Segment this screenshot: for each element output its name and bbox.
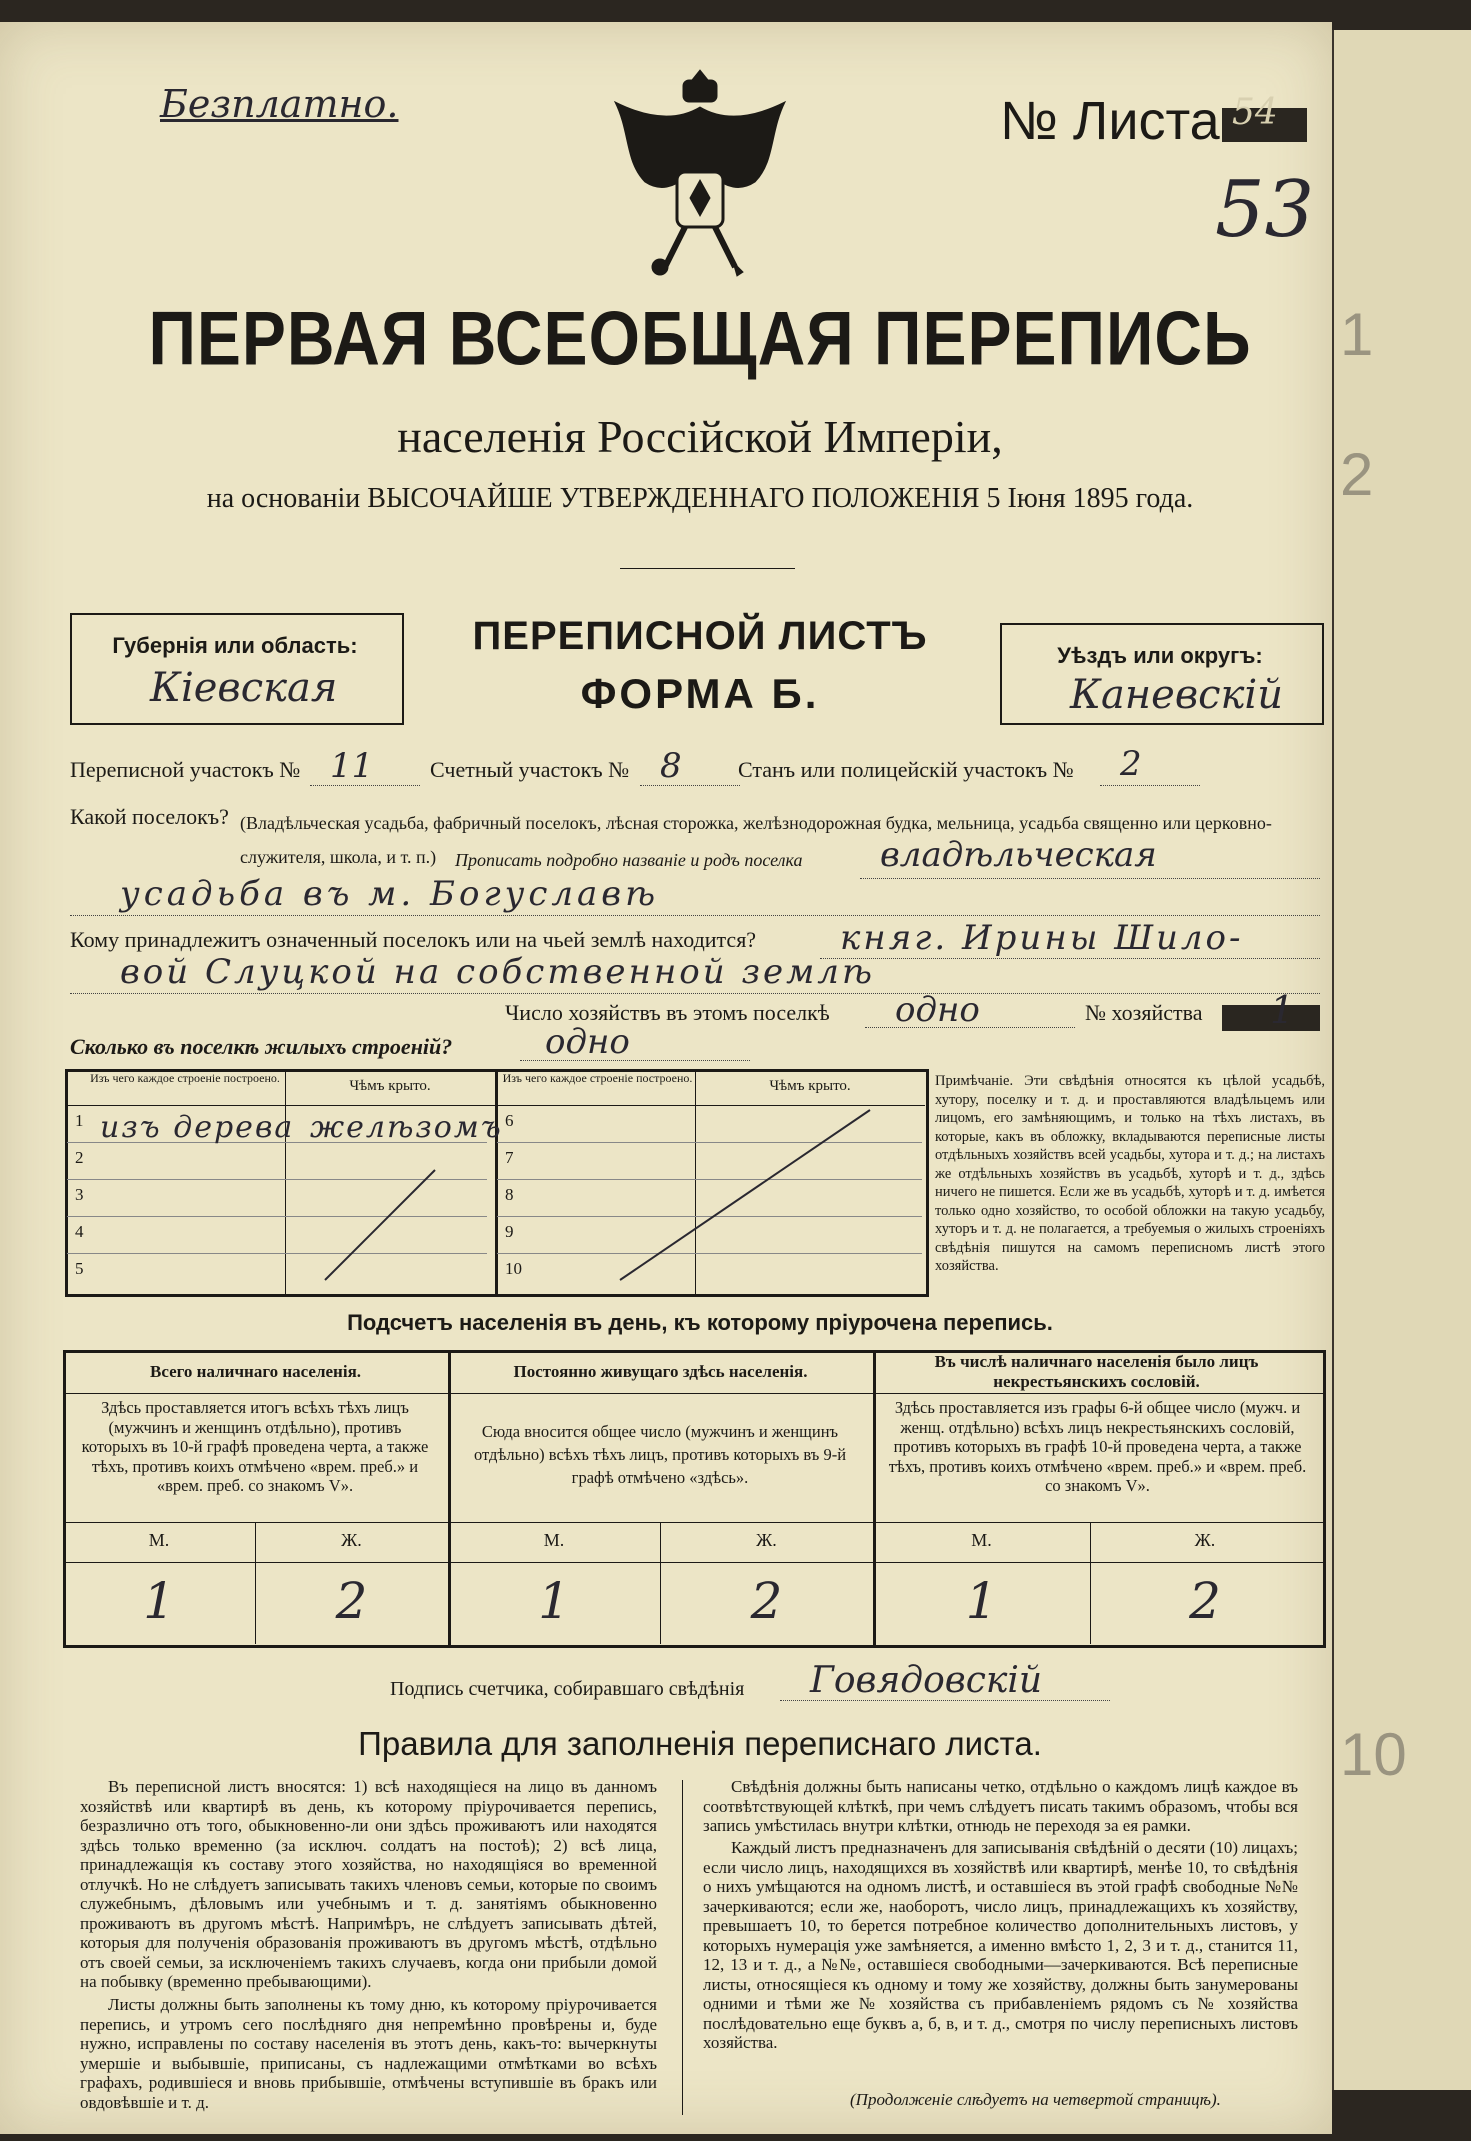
household-no-label: № хозяйства bbox=[1085, 1000, 1203, 1025]
count-col2-head: Постоянно живущаго здѣсь населенія. bbox=[513, 1362, 808, 1381]
rules-title: Правила для заполненія переписнаго листа. bbox=[358, 1725, 1042, 1762]
row-strike-line bbox=[600, 1100, 900, 1290]
poselok-label: Какой поселокъ? bbox=[70, 804, 229, 829]
household-no-value[interactable]: 1 bbox=[1270, 988, 1295, 1032]
count-m-label: М. bbox=[543, 1530, 565, 1550]
owner-label: Кому принадлежитъ означенный поселокъ или на чьей землѣ находится? bbox=[70, 927, 757, 952]
sheet-number-old: 54 bbox=[1232, 92, 1278, 133]
header-divider bbox=[620, 568, 795, 569]
rules-left-para-2: Листы должны быть заполнены къ тому дню, къ которому пріурочивается перепись, и утромъ сего послѣдняго дня непремѣнно провѣрены и, буде нужно, исправлены по составу населенія въ этотъ день, какъ-то: вычеркнуты умершіе и выбывшіе, приписаны, съ надлежащими отмѣтками во всѣхъ графахъ, родившіеся и вновь прибывшіе, отмѣчены вступившіе въ бракъ или овдовѣвшіе и т. д. bbox=[80, 1995, 657, 2112]
dwellings-label: Сколько въ поселкѣ жилыхъ строеній? bbox=[70, 1034, 453, 1059]
count-title: Подсчетъ населенія въ день, къ которому пріурочена перепись. bbox=[347, 1310, 1053, 1335]
owner-line-1 bbox=[820, 958, 1320, 959]
count-col1-head: Всего наличнаго населенія. bbox=[149, 1362, 362, 1381]
households-value[interactable]: одно bbox=[895, 990, 980, 1030]
owner-line-2 bbox=[70, 993, 1320, 994]
rules-right-para-1: Свѣдѣнія должны быть написаны четко, отдѣльно о каждомъ лицѣ каждое въ соотвѣтствующей клѣткѣ, при чемъ слѣдуетъ писать такимъ образомъ, чтобы вся запись умѣстилась внутри клѣтки, отнюдь не переходя за ея рамки. bbox=[703, 1777, 1298, 1835]
row1-material[interactable]: изъ дерева bbox=[100, 1110, 295, 1145]
count-head-line bbox=[63, 1393, 1323, 1394]
uezd-label: Уѣздъ или округъ: bbox=[1057, 643, 1263, 668]
poselok-line-1 bbox=[860, 878, 1320, 879]
count-m-label: М. bbox=[148, 1530, 170, 1550]
building-row-number: 1 bbox=[75, 1111, 84, 1130]
building-row-number: 5 bbox=[75, 1259, 84, 1278]
uezd-value[interactable]: Каневскій bbox=[1070, 672, 1283, 718]
gubernia-label: Губернія или область: bbox=[112, 633, 358, 658]
edge-number: 10 bbox=[1340, 1721, 1407, 1788]
sheet-number-label: № Листа bbox=[1000, 91, 1220, 151]
buildings-col-material: Изъ чего каждое строеніе построено. bbox=[90, 1071, 280, 1085]
count-value-resident-m[interactable]: 1 bbox=[538, 1572, 570, 1630]
sheet-title: ПЕРЕПИСНОЙ ЛИСТЪ bbox=[472, 614, 928, 658]
owner-value-1[interactable]: княг. Ирины Шило- bbox=[840, 918, 1244, 958]
count-f-label: Ж. bbox=[1194, 1530, 1216, 1550]
count-value-resident-f[interactable]: 2 bbox=[750, 1572, 783, 1630]
households-label: Число хозяйствъ въ этомъ поселкѣ bbox=[505, 1000, 830, 1025]
building-row-number: 8 bbox=[505, 1185, 514, 1204]
count-value-nonpeasant-f[interactable]: 2 bbox=[1189, 1572, 1221, 1630]
edge-number: 1 bbox=[1340, 301, 1374, 368]
schetny-value[interactable]: 8 bbox=[660, 746, 682, 786]
building-row-number: 10 bbox=[505, 1259, 522, 1278]
gubernia-value[interactable]: Кіевская bbox=[150, 665, 338, 711]
imperial-eagle-emblem-icon bbox=[605, 62, 795, 282]
count-f-label: Ж. bbox=[341, 1530, 362, 1550]
building-row-number: 9 bbox=[505, 1222, 514, 1241]
count-col3-text: Здѣсь проставляется изъ графы 6-й общее число (мужч. и женщ. отдѣльно) всѣхъ лицъ некрестьянскихъ сословій, противъ которыхъ въ графѣ 10-й проведена черта, а также тѣхъ, противъ коихъ отмѣчено «врем. преб.» и «врем. преб. со знакомъ V». bbox=[888, 1398, 1307, 1495]
poselok-hint: (Владѣльческая усадьба, фабричный поселокъ, лѣсная сторожка, желѣзнодорожная будка, мельница, усадьба священно или церковно-служителя, школа, и т. п.) bbox=[240, 813, 1272, 867]
row-strike-line bbox=[285, 1160, 495, 1290]
count-mf-line bbox=[63, 1522, 1323, 1523]
poselok-value-1[interactable]: владѣльческая bbox=[880, 835, 1157, 875]
uchastok-value[interactable]: 11 bbox=[330, 746, 374, 786]
rules-continued: (Продолженіе слѣдуетъ на четвертой страницѣ). bbox=[850, 2090, 1221, 2109]
census-basis: на основаніи ВЫСОЧАЙШЕ УТВЕРЖДЕННАГО ПОЛОЖЕНІЯ 5 Іюня 1895 года. bbox=[206, 483, 1194, 514]
rules-right-para-2: Каждый листъ предназначенъ для записыванія свѣдѣній о десяти (10) лицахъ; если число лицъ, находящихся въ хозяйствѣ или квартирѣ, менѣе 10, то свѣдѣнія о нихъ умѣщаются на одномъ листѣ, и оставшіеся въ этой графѣ свободные №№ зачеркиваются; если же, наоборотъ, число лицъ, принадлежащихъ къ хозяйству, превышаетъ 10, то берется потребное количество дополнительныхъ листовъ, у которыхъ нумерація уже замѣняется, а именно вмѣсто 1, 2, 3 и т. д., станится 11, 12, 13 и т. д., а №№, оставшіеся свободными—зачеркиваются. Всѣ переписные листы, относящіеся къ одному и тому же хозяйству, должны быть занумерованы одними и тѣми же № хозяйства съ прибавленіемъ рядомъ съ № хозяйства послѣдовательно еще буквъ а, б, в, и т. д., смотря по числу переписныхъ листовъ хозяйства. bbox=[703, 1838, 1298, 2052]
count-f-label: Ж. bbox=[756, 1530, 777, 1550]
edge-number: 2 bbox=[1340, 441, 1374, 508]
count-value-total-f[interactable]: 2 bbox=[335, 1572, 368, 1630]
buildings-col-material: Изъ чего каждое строеніе построено. bbox=[502, 1071, 693, 1085]
building-row-number: 4 bbox=[75, 1222, 84, 1241]
poselok-hint2: Прописать подробно названіе и родъ поселка bbox=[455, 850, 803, 870]
census-subtitle: населенія Россійской Имперіи, bbox=[397, 411, 1003, 462]
building-row-number: 7 bbox=[505, 1148, 514, 1167]
count-col1-text: Здѣсь проставляется итогъ всѣхъ тѣхъ лицъ (мужчинъ и женщинъ отдѣльно), противъ которыхъ въ 10-й графѣ проведена черта, а также тѣхъ, противъ коихъ отмѣчено «врем. преб.» и «врем. преб. со знакомъ V». bbox=[81, 1398, 429, 1495]
poselok-line-2 bbox=[70, 915, 1320, 916]
row1-roof[interactable]: желѣзомъ bbox=[310, 1110, 503, 1145]
building-row-number: 2 bbox=[75, 1148, 84, 1167]
count-m-label: М. bbox=[971, 1530, 992, 1550]
form-title: ФОРМА Б. bbox=[580, 670, 820, 717]
count-value-total-m[interactable]: 1 bbox=[143, 1572, 175, 1630]
rules-left-para-1: Въ переписной листъ вносятся: 1) всѣ находящіеся на лицо въ данномъ хозяйствѣ или квартирѣ въ день, къ которому пріурочивается перепись, безразлично отъ того, обыкновенно-ли они здѣсь проживаютъ или находятся здѣсь только временно (за исключ. солдатъ на постоѣ); 2) всѣ лица, принадлежащія къ составу этого хозяйства, но находящіяся во временной отлучкѣ. Но не слѣдуетъ записывать такихъ членовъ семьи, которые по своимъ служебнымъ, дѣловымъ или учебнымъ и т. д. занятіямъ обыкновенно проживаютъ въ другомъ мѣстѣ. Напримѣръ, не слѣдуетъ записывать дѣтей, которыя для полученія образованія проживаютъ въ другомъ мѣстѣ, отдѣльно отъ своей семьи, за исключеніемъ такихъ случаевъ, когда они прибыли домой на побывку (временно пребывающими). bbox=[80, 1777, 657, 1991]
schetny-label: Счетный участокъ № bbox=[430, 757, 630, 782]
count-col2-text: Сюда вносится общее число (мужчинъ и женщинъ отдѣльно) всѣхъ тѣхъ лицъ, противъ которыхъ въ 9-й графѣ отмѣчено «здѣсь». bbox=[473, 1422, 847, 1487]
signature-label: Подпись счетчика, собиравшаго свѣдѣнія bbox=[390, 1678, 745, 1700]
buildings-note: Примѣчаніе. Эти свѣдѣнія относятся къ цѣлой усадьбѣ, хутору, поселку и т. д. и проставляются владѣльцемъ или лицомъ, его замѣняющимъ, и только на тѣхъ листахъ, въ которые, какъ въ обложку, вкладываются переписные листы отдѣльныхъ хозяйствъ всей усадьбы, хутора и т. д.; на листахъ же отдѣльныхъ хозяйствъ въ усадьбѣ, хуторѣ и т. д., здѣсь ничего не пишется. Если же въ усадьбѣ, хуторѣ и т. д. имѣется только одно хозяйство, то особой обложки на такую усадьбу, хуторъ и т. д. не полагается, а требуемыя о жилыхъ строеніяхъ свѣдѣнія пишутся на самомъ переписномъ листѣ этого хозяйства. bbox=[935, 1073, 1325, 1274]
uchastok-label: Переписной участокъ № bbox=[70, 757, 301, 782]
sheet-number-new: 53 bbox=[1215, 165, 1315, 255]
buildings-col-roof: Чѣмъ крыто. bbox=[349, 1078, 431, 1094]
buildings-mid-divider bbox=[495, 1069, 498, 1294]
building-row-number: 3 bbox=[75, 1185, 84, 1204]
schetny-line bbox=[640, 785, 740, 786]
owner-value-2[interactable]: вой Слуцкой на собственной землѣ bbox=[120, 952, 875, 992]
count-values-line bbox=[63, 1562, 1323, 1563]
building-row-number: 6 bbox=[505, 1111, 514, 1130]
signature-value[interactable]: Говядовскій bbox=[810, 1660, 1043, 1701]
poselok-value-2[interactable]: усадьба въ м. Богуславѣ bbox=[120, 874, 660, 914]
free-label: Безплатно. bbox=[160, 82, 399, 126]
stan-line bbox=[1100, 785, 1200, 786]
census-title: ПЕРВАЯ ВСЕОБЩАЯ ПЕРЕПИСЬ bbox=[148, 295, 1252, 381]
count-value-nonpeasant-m[interactable]: 1 bbox=[965, 1572, 998, 1630]
dwellings-value[interactable]: одно bbox=[545, 1022, 630, 1062]
stan-value[interactable]: 2 bbox=[1120, 744, 1142, 784]
rules-column-divider bbox=[682, 1780, 683, 2115]
count-col3-head: Въ числѣ наличнаго населенія было лицъ некрестьянскихъ сословій. bbox=[934, 1352, 1259, 1391]
buildings-col-roof: Чѣмъ крыто. bbox=[769, 1078, 851, 1094]
stan-label: Станъ или полицейскій участокъ № bbox=[738, 757, 1074, 782]
